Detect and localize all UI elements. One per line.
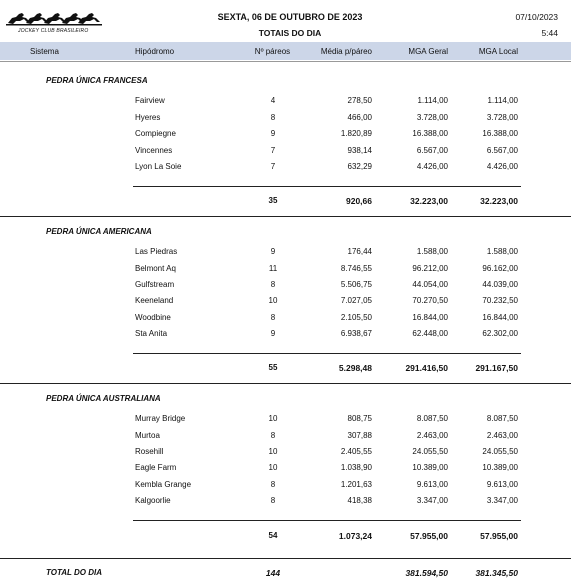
column-header-hipodromo: Hipódromo <box>135 47 175 56</box>
print-date: 07/10/2023 <box>515 12 558 22</box>
table-row <box>0 96 571 110</box>
section-divider <box>0 216 571 217</box>
subtotal-pareos: 55 <box>268 363 278 372</box>
mga-geral-cell: 9.613,00 <box>416 480 448 489</box>
hipodromo-cell: Murray Bridge <box>135 414 186 423</box>
mga-geral-cell: 3.347,00 <box>416 496 448 505</box>
grand-total-pareos: 144 <box>265 568 281 578</box>
column-header-mga-local: MGA Local <box>478 47 518 56</box>
section-divider <box>0 383 571 384</box>
mga-local-cell: 2.463,00 <box>486 431 518 440</box>
column-header-pareos: Nº páreos <box>254 47 291 56</box>
mga-local-cell: 96.162,00 <box>482 264 518 273</box>
mga-geral-cell: 3.728,00 <box>416 113 448 122</box>
mga-local-cell: 4.426,00 <box>486 162 518 171</box>
mga-geral-cell: 70.270,50 <box>412 296 448 305</box>
subtotal-media: 5.298,48 <box>338 363 372 373</box>
hipodromo-cell: Compiegne <box>135 129 176 138</box>
pareos-cell: 8 <box>270 113 276 122</box>
grand-total-mga-local: 381.345,50 <box>475 568 518 578</box>
jockey-club-logo <box>6 8 102 36</box>
table-row <box>0 313 571 327</box>
pareos-cell: 10 <box>268 296 278 305</box>
mga-local-cell: 9.613,00 <box>486 480 518 489</box>
mga-geral-cell: 6.567,00 <box>416 146 448 155</box>
subtotal-pareos: 54 <box>268 531 278 540</box>
media-cell: 2.105,50 <box>340 313 372 322</box>
print-time: 5:44 <box>541 28 558 38</box>
table-row <box>0 480 571 494</box>
table-row <box>0 162 571 176</box>
hipodromo-cell: Kalgoorlie <box>135 496 171 505</box>
media-cell: 176,44 <box>347 247 372 256</box>
pareos-cell: 7 <box>270 162 276 171</box>
hipodromo-cell: Lyon La Soie <box>135 162 182 171</box>
pareos-cell: 7 <box>270 146 276 155</box>
media-cell: 632,29 <box>347 162 372 171</box>
hipodromo-cell: Sta Anita <box>135 329 168 338</box>
media-cell: 2.405,55 <box>340 447 372 456</box>
subtotal-mga-local: 57.955,00 <box>480 531 518 541</box>
media-cell: 278,50 <box>347 96 372 105</box>
mga-local-cell: 10.389,00 <box>482 463 518 472</box>
mga-geral-cell: 44.054,00 <box>412 280 448 289</box>
column-header-sistema: Sistema <box>30 47 59 56</box>
subtotal-pareos: 35 <box>268 196 278 205</box>
hipodromo-cell: Keeneland <box>135 296 174 305</box>
grand-total-mga-geral: 381.594,50 <box>405 568 448 578</box>
section-title: PEDRA ÚNICA AUSTRALIANA <box>46 394 161 403</box>
mga-geral-cell: 96.212,00 <box>412 264 448 273</box>
mga-geral-cell: 1.114,00 <box>417 96 448 105</box>
header-divider <box>0 61 571 62</box>
section-title: PEDRA ÚNICA FRANCESA <box>46 76 148 85</box>
table-row <box>0 447 571 461</box>
mga-geral-cell: 24.055,50 <box>412 447 448 456</box>
pareos-cell: 4 <box>270 96 276 105</box>
mga-local-cell: 1.114,00 <box>487 96 518 105</box>
pareos-cell: 8 <box>270 496 276 505</box>
mga-geral-cell: 2.463,00 <box>416 431 448 440</box>
hipodromo-cell: Kembla Grange <box>135 480 192 489</box>
media-cell: 466,00 <box>347 113 372 122</box>
hipodromo-cell: Gulfstream <box>135 280 175 289</box>
pareos-cell: 10 <box>268 463 278 472</box>
table-row <box>0 129 571 143</box>
subtotal-media: 1.073,24 <box>338 531 372 541</box>
media-cell: 418,38 <box>347 496 372 505</box>
table-row <box>0 329 571 343</box>
hipodromo-cell: Woodbine <box>135 313 171 322</box>
section-title: PEDRA ÚNICA AMERICANA <box>46 227 152 236</box>
pareos-cell: 9 <box>270 129 276 138</box>
pareos-cell: 9 <box>270 329 276 338</box>
media-cell: 1.038,90 <box>340 463 372 472</box>
mga-local-cell: 16.844,00 <box>482 313 518 322</box>
grand-total-label: TOTAL DO DIA <box>46 568 102 577</box>
mga-geral-cell: 16.844,00 <box>412 313 448 322</box>
table-row <box>0 414 571 428</box>
subtotal-media: 920,66 <box>346 196 372 206</box>
mga-geral-cell: 62.448,00 <box>412 329 448 338</box>
subtotal-mga-geral: 32.223,00 <box>410 196 448 206</box>
media-cell: 307,88 <box>347 431 372 440</box>
mga-geral-cell: 1.588,00 <box>416 247 448 256</box>
column-header-mga-geral: MGA Geral <box>408 47 448 56</box>
subtotal-divider <box>133 186 521 187</box>
subtotal-mga-geral: 291.416,50 <box>405 363 448 373</box>
hipodromo-cell: Murtoa <box>135 431 160 440</box>
mga-geral-cell: 10.389,00 <box>412 463 448 472</box>
hipodromo-cell: Hyeres <box>135 113 161 122</box>
hipodromo-cell: Las Piedras <box>135 247 178 256</box>
table-row <box>0 247 571 261</box>
pareos-cell: 9 <box>270 247 276 256</box>
mga-local-cell: 44.039,00 <box>482 280 518 289</box>
report-date-title: SEXTA, 06 DE OUTUBRO DE 2023 <box>217 12 363 22</box>
column-header-media: Média p/páreo <box>320 47 372 56</box>
hipodromo-cell: Fairview <box>135 96 165 105</box>
pareos-cell: 10 <box>268 414 278 423</box>
table-row <box>0 496 571 510</box>
hipodromo-cell: Rosehill <box>135 447 164 456</box>
subtotal-mga-local: 291.167,50 <box>475 363 518 373</box>
hipodromo-cell: Belmont Aq <box>135 264 176 273</box>
pareos-cell: 8 <box>270 431 276 440</box>
media-cell: 5.506,75 <box>340 280 372 289</box>
hipodromo-cell: Vincennes <box>135 146 173 155</box>
media-cell: 1.201,63 <box>340 480 372 489</box>
hipodromo-cell: Eagle Farm <box>135 463 177 472</box>
table-row <box>0 146 571 160</box>
pareos-cell: 8 <box>270 480 276 489</box>
mga-local-cell: 24.055,50 <box>482 447 518 456</box>
mga-local-cell: 1.588,00 <box>486 247 518 256</box>
media-cell: 808,75 <box>347 414 372 423</box>
subtotal-mga-local: 32.223,00 <box>480 196 518 206</box>
table-row <box>0 264 571 278</box>
table-row <box>0 431 571 445</box>
report-subtitle: TOTAIS DO DIA <box>258 28 322 38</box>
media-cell: 6.938,67 <box>340 329 372 338</box>
mga-local-cell: 16.388,00 <box>482 129 518 138</box>
logo-caption: JOCKEY CLUB BRASILEIRO <box>18 28 89 34</box>
media-cell: 8.746,55 <box>340 264 372 273</box>
table-row <box>0 280 571 294</box>
pareos-cell: 8 <box>270 313 276 322</box>
subtotal-row <box>0 363 571 377</box>
subtotal-row <box>0 196 571 210</box>
mga-geral-cell: 4.426,00 <box>416 162 448 171</box>
horses-silhouette-icon <box>6 8 102 28</box>
mga-local-cell: 6.567,00 <box>486 146 518 155</box>
subtotal-divider <box>133 520 521 521</box>
section-divider <box>0 558 571 559</box>
pareos-cell: 11 <box>268 264 278 273</box>
media-cell: 7.027,05 <box>340 296 372 305</box>
mga-local-cell: 70.232,50 <box>482 296 518 305</box>
subtotal-mga-geral: 57.955,00 <box>410 531 448 541</box>
subtotal-row <box>0 531 571 545</box>
mga-local-cell: 62.302,00 <box>482 329 518 338</box>
pareos-cell: 8 <box>270 280 276 289</box>
table-row <box>0 113 571 127</box>
pareos-cell: 10 <box>268 447 278 456</box>
mga-local-cell: 3.728,00 <box>486 113 518 122</box>
mga-local-cell: 3.347,00 <box>486 496 518 505</box>
grand-total-row <box>0 568 571 582</box>
media-cell: 1.820,89 <box>340 129 372 138</box>
table-row <box>0 463 571 477</box>
subtotal-divider <box>133 353 521 354</box>
mga-geral-cell: 16.388,00 <box>412 129 448 138</box>
mga-local-cell: 8.087,50 <box>486 414 518 423</box>
media-cell: 938,14 <box>347 146 372 155</box>
table-row <box>0 296 571 310</box>
mga-geral-cell: 8.087,50 <box>416 414 448 423</box>
